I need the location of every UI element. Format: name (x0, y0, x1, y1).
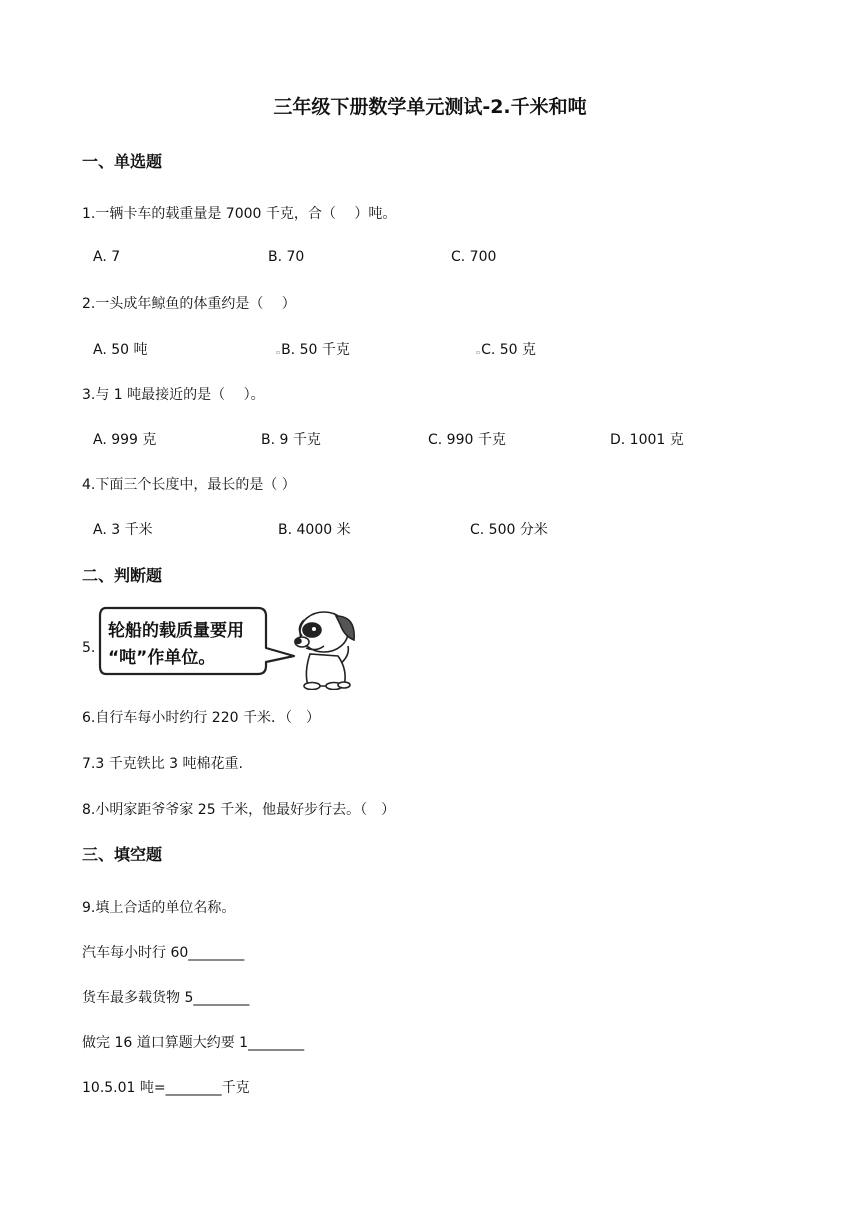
q3-option-d: D. 1001 克 (610, 432, 684, 448)
q9-blank-line-2: 货车最多载货物 5________ (82, 990, 250, 1006)
question-4: 4.下面三个长度中，最长的是（ ） (82, 477, 296, 493)
q4-option-a: A. 3 千米 (93, 522, 153, 538)
q3-option-c: C. 990 千克 (428, 432, 506, 448)
bubble-line-2: “吨”作单位。 (108, 648, 216, 668)
section-heading-true-false: 二、判断题 (82, 566, 163, 585)
speech-bubble (100, 608, 294, 674)
speech-bubble-dog-figure (98, 606, 358, 690)
section-heading-single-choice: 一、单选题 (82, 152, 163, 171)
q9-blank-line-1: 汽车每小时行 60________ (82, 945, 245, 961)
question-1: 1.一辆卡车的载重量是 7000 千克，合（ ）吨。 (82, 206, 397, 222)
q2-option-c: C. 50 克 (481, 342, 537, 358)
q2-option-c-wrap (476, 339, 536, 359)
bubble-line-1: 轮船的载质量要用 (108, 621, 244, 641)
question-10: 10.5.01 吨=________千克 (82, 1080, 250, 1096)
q2-option-b: B. 50 千克 (281, 342, 350, 358)
q9-blank-line-3: 做完 16 道口算题大约要 1________ (82, 1035, 305, 1051)
q2-option-b-wrap (276, 339, 350, 359)
q4-option-b: B. 4000 米 (278, 522, 351, 538)
question-5-number: 5. (82, 640, 96, 656)
q2-option-a: A. 50 吨 (93, 342, 148, 358)
q3-option-b: B. 9 千克 (261, 432, 321, 448)
q1-option-c: C. 700 (451, 249, 497, 265)
q1-option-b: B. 70 (268, 249, 305, 265)
question-2: 2.一头成年鲸鱼的体重约是（ ） (82, 296, 296, 312)
section-heading-fill-blank: 三、填空题 (82, 845, 163, 864)
option-marker-icon: ▫ (276, 349, 281, 356)
question-8: 8.小明家距爷爷家 25 千米，他最好步行去。（ ） (82, 802, 396, 818)
q1-option-a: A. 7 (93, 249, 121, 265)
question-3: 3.与 1 吨最接近的是（ ）。 (82, 387, 265, 403)
dog-icon (295, 612, 354, 690)
page-title: 三年级下册数学单元测试-2.千米和吨 (273, 96, 587, 118)
question-6: 6.自行车每小时约行 220 千米．（ ） (82, 710, 320, 726)
q4-option-c: C. 500 分米 (470, 522, 548, 538)
question-9: 9.填上合适的单位名称。 (82, 900, 236, 916)
question-7: 7.3 千克铁比 3 吨棉花重. (82, 756, 243, 772)
q3-option-a: A. 999 克 (93, 432, 157, 448)
option-marker-icon: ▫ (476, 349, 481, 356)
